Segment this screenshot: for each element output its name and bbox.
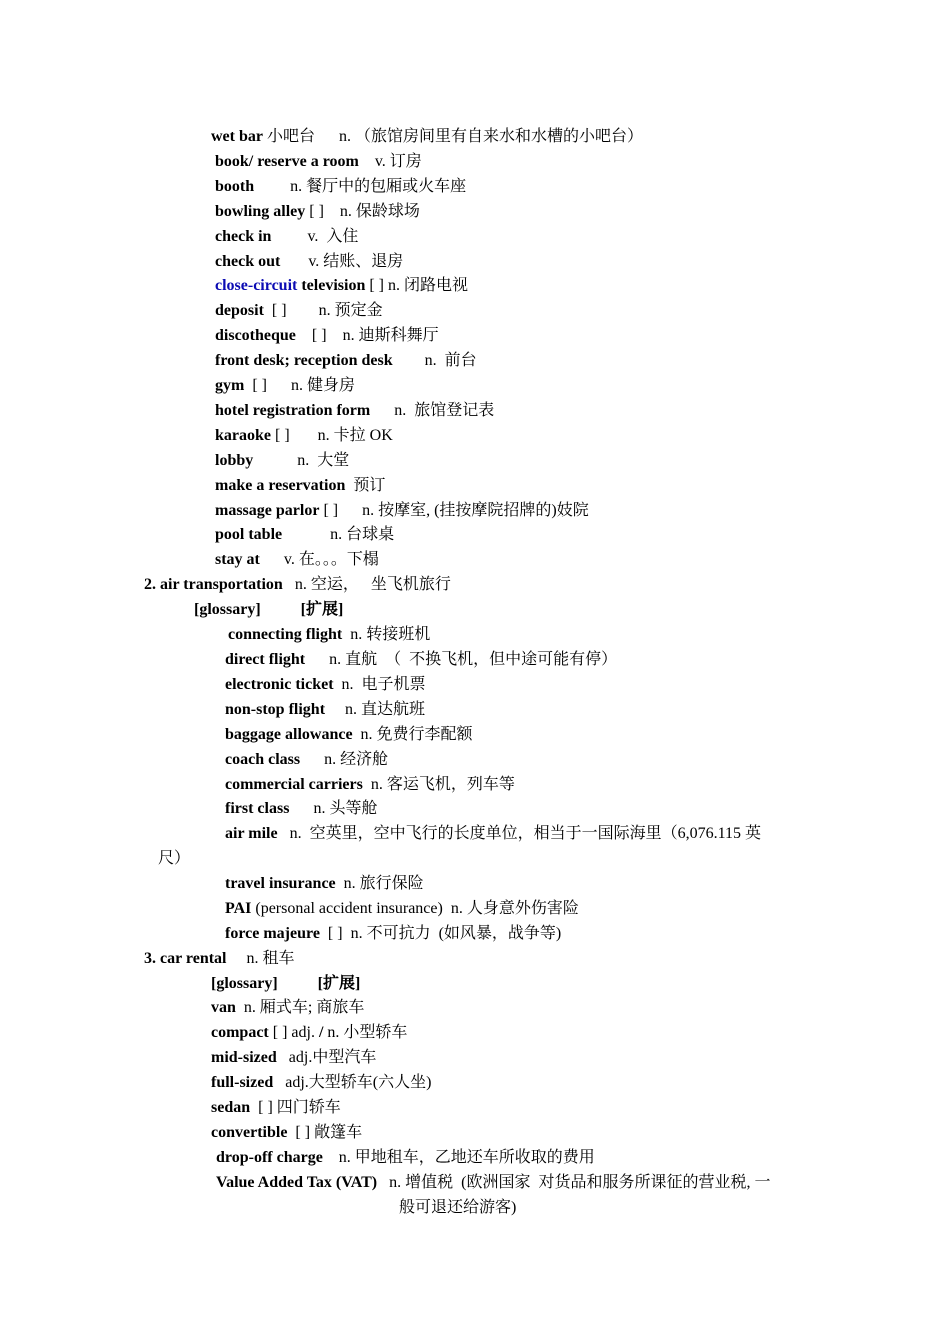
car-glossary-item: compact [ ] adj. / n. 小型轿车 <box>211 1024 408 1041</box>
definition: n. 经济舱 <box>300 751 389 768</box>
definition: [ ] adj. <box>268 1024 319 1041</box>
air-glossary-item <box>158 849 190 869</box>
hotel-glossary-item <box>215 476 385 496</box>
air-glossary-item <box>225 824 761 844</box>
term: lobby <box>215 451 254 469</box>
term: mid-sized <box>211 1049 277 1066</box>
term: pool table <box>215 526 283 544</box>
term: force majeure <box>225 925 320 942</box>
term: Value Added Tax (VAT) <box>216 1174 378 1191</box>
definition: [ ] n. 保龄球场 <box>305 202 420 220</box>
definition: [ ] n. 按摩室, (挂按摩院招牌的)妓院 <box>319 501 589 519</box>
air-glossary-item <box>225 924 561 944</box>
definition: v. 结账、退房 <box>280 252 404 270</box>
definition: n. 空英里，空中飞行的长度单位，相当于一国际海里（6,076.115 英 <box>277 825 761 842</box>
hotel-glossary-item <box>215 550 379 570</box>
term: bowling alley <box>215 202 306 220</box>
definition: n. 直达航班 <box>325 701 426 718</box>
hotel-glossary-item <box>215 276 468 296</box>
car-glossary-item <box>211 1123 362 1143</box>
car-glossary-item <box>211 998 364 1018</box>
term: hotel registration form <box>215 401 371 419</box>
car-glossary-item <box>216 1148 595 1168</box>
definition: n. 增值税 (欧洲国家 对货品和服务所课征的营业税, 一 <box>377 1174 771 1191</box>
hotel-glossary-item <box>215 401 494 421</box>
term: direct flight <box>225 651 306 668</box>
term: connecting flight <box>228 626 343 643</box>
term: compact <box>211 1024 269 1041</box>
hotel-glossary-item <box>215 326 439 346</box>
definition: n. 甲地租车，乙地还车所收取的费用 <box>322 1149 595 1166</box>
section-heading-car <box>144 949 295 969</box>
term: electronic ticket <box>225 676 334 693</box>
car-glossary-item <box>211 1048 376 1068</box>
definition: 尺） <box>158 850 191 867</box>
definition: [ ] n. 闭路电视 <box>365 277 469 295</box>
definition: adj.中型汽车 <box>276 1049 377 1066</box>
definition: n. 旅行保险 <box>335 875 424 892</box>
term: non-stop flight <box>225 701 326 718</box>
hotel-glossary-item <box>215 227 358 247</box>
term: baggage allowance <box>225 726 353 743</box>
term: make a reservation <box>215 476 346 494</box>
term: [glossary] [扩展] <box>211 975 361 992</box>
definition: n. 台球桌 <box>282 526 395 544</box>
term: travel insurance <box>225 875 336 892</box>
term: front desk; reception desk <box>215 352 393 370</box>
air-glossary-item <box>225 775 515 795</box>
definition: [ ] n. 迪斯科舞厅 <box>295 327 439 345</box>
air-glossary-item <box>225 675 426 695</box>
air-glossary-item <box>225 650 617 670</box>
term: gym <box>215 377 245 394</box>
term: full-sized <box>211 1074 274 1091</box>
term: karaoke <box>215 426 271 444</box>
definition: [ ] 四门轿车 <box>250 1099 341 1116</box>
definition: n. 前台 <box>392 352 477 370</box>
definition: n. 免费行李配额 <box>352 726 473 743</box>
air-glossary-item <box>225 700 425 720</box>
air-glossary-item <box>228 625 430 645</box>
definition: n. 大堂 <box>253 451 350 469</box>
definition: n. 餐厅中的包厢或火车座 <box>254 177 467 195</box>
definition: (personal accident insurance) n. 人身意外伤害险 <box>251 900 579 917</box>
hotel-glossary-item <box>215 451 349 471</box>
definition: n. 厢式车; 商旅车 <box>235 999 365 1016</box>
hotel-glossary-item <box>215 525 394 545</box>
term: check in <box>215 227 272 245</box>
hotel-glossary-item <box>215 351 477 371</box>
term: 2. air transportation <box>144 576 283 593</box>
term-link[interactable]: close-circuit <box>215 277 298 295</box>
term: booth <box>215 177 255 195</box>
definition: n. 直航 （ 不换飞机，但中途可能有停） <box>305 651 618 668</box>
hotel-glossary-item <box>215 376 355 396</box>
definition: [ ] 敞篷车 <box>287 1124 363 1141</box>
term: book/ reserve a room <box>215 152 359 170</box>
hotel-glossary-item <box>215 202 420 222</box>
car-glossary-item <box>211 1098 341 1118</box>
term: television <box>297 277 366 295</box>
definition: [ ] n. 卡拉 OK <box>271 426 393 444</box>
definition: 般可退还给游客) <box>399 1199 517 1216</box>
term: PAI <box>225 900 252 917</box>
hotel-glossary-item <box>211 127 643 147</box>
hotel-glossary-item <box>215 152 422 172</box>
hotel-glossary-item <box>215 252 403 272</box>
definition: n. 转接班机 <box>342 626 431 643</box>
definition: [ ] n. 健身房 <box>244 377 355 394</box>
definition: 预订 <box>345 476 386 494</box>
car-glossary-header <box>211 974 360 994</box>
air-glossary-item <box>225 899 579 919</box>
car-glossary-item <box>399 1198 516 1218</box>
air-glossary-item <box>225 799 377 819</box>
definition: [ ] n. 预定金 <box>263 302 383 320</box>
definition: [ ] n. 不可抗力 (如风暴，战争等) <box>319 925 562 942</box>
term: check out <box>215 252 281 270</box>
definition: 小吧台 n. （旅馆房间里有自来水和水槽的小吧台） <box>262 128 643 145</box>
air-glossary-item <box>225 874 424 894</box>
term: commercial carriers <box>225 776 363 793</box>
definition: n. 租车 <box>226 950 295 967</box>
definition: adj.大型轿车(六人坐) <box>273 1074 432 1091</box>
term: wet bar <box>211 128 263 145</box>
definition: v. 入住 <box>271 227 359 245</box>
term: discotheque <box>215 327 296 345</box>
hotel-glossary-item <box>215 501 589 521</box>
term: convertible <box>211 1124 288 1141</box>
car-glossary-item <box>216 1173 770 1193</box>
hotel-glossary-item <box>215 177 466 197</box>
definition: n. 空运， 坐飞机旅行 <box>282 576 451 593</box>
term: drop-off charge <box>216 1149 323 1166</box>
term: [glossary] [扩展] <box>194 601 344 618</box>
term: coach class <box>225 751 301 768</box>
air-glossary-item <box>225 725 473 745</box>
term: 3. car rental <box>144 950 227 967</box>
term: van <box>211 999 236 1016</box>
definition: v. 订房 <box>358 152 422 170</box>
air-glossary-header <box>194 600 343 620</box>
hotel-glossary-item <box>215 301 383 321</box>
car-glossary-item <box>211 1073 431 1093</box>
hotel-glossary-item <box>215 426 393 446</box>
section-heading-air <box>144 575 451 595</box>
term: deposit <box>215 302 264 320</box>
term: sedan <box>211 1099 251 1116</box>
definition: n. 电子机票 <box>333 676 426 693</box>
definition: n. 旅馆登记表 <box>370 401 495 419</box>
definition: v. 在。。。下榻 <box>259 551 379 569</box>
term: massage parlor <box>215 501 320 519</box>
air-glossary-item <box>225 750 388 770</box>
term: first class <box>225 800 290 817</box>
term: stay at <box>215 551 260 569</box>
definition: n. 客运飞机，列车等 <box>362 776 515 793</box>
term: air mile <box>225 825 278 842</box>
definition: n. 头等舱 <box>289 800 378 817</box>
